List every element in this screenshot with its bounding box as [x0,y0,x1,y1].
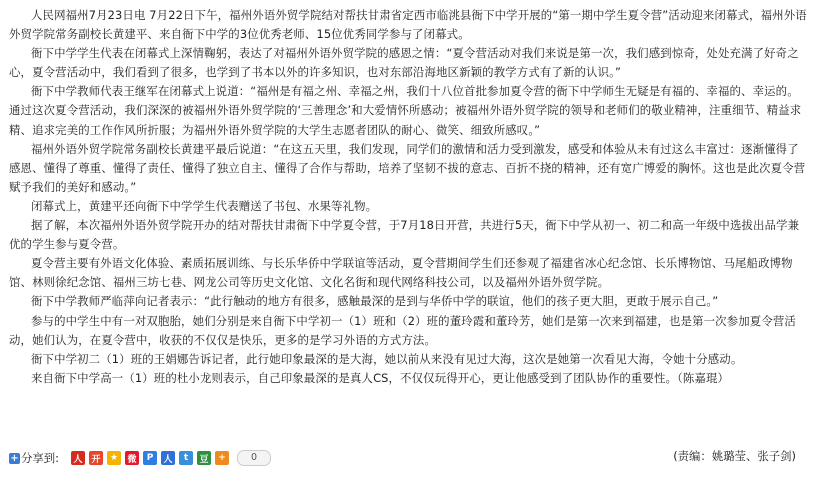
article-paragraph: 衙下中学学生代表在闭幕式上深情鞠躬，表达了对福州外语外贸学院的感恩之情：“夏令营活动对我们来说是第一次，我们感到惊奇，处处充满了好奇之心，夏令营活动中，我们看到了很多，也学到了书本以外的许多知识，也对东部沿海地区新颖的教学方式有了新的认识。” [9,46,799,80]
article-paragraph: 据了解，本次福州外语外贸学院开办的结对帮扶甘肃衙下中学夏令营，于7月18日开营，共进行5天，衙下中学从初一、初二和高一年级中选拔出品学兼优的学生参与夏令营。 [9,218,800,252]
baidu-icon[interactable]: P [143,451,157,465]
renren-icon[interactable]: 人 [71,451,85,465]
kaixin-icon[interactable]: 开 [89,451,103,465]
article-paragraph: 人民网福州7月23日电 7月22日下午，福州外语外贸学院结对帮扶甘肃省定西市临洮县衙下中学开展的“第一期中学生夏令营”活动迎来闭幕式，福州外语外贸学院常务副校长黄建平、来自衙下中学的3位优秀老师、15位优秀同学参与了闭幕式。 [9,8,807,42]
article-paragraph: 来自衙下中学高一（1）班的杜小龙则表示，自己印象最深的是真人CS，不仅仅玩得开心，更让他感受到了团队协作的重要性。（陈嘉琨） [31,370,730,385]
tencent-icon[interactable]: t [179,451,193,465]
article-body [9,6,809,388]
article-paragraph: 福州外语外贸学院常务副校长黄建平最后说道：“在这五天里，我们发现，同学们的激情和活力受到激发，感受和体验从未有过这么丰富过：逐渐懂得了感恩、懂得了尊重、懂得了责任、懂得了独立自主、懂得了合作与帮助，培养了坚韧不拔的意志、百折不挠的精神，还有宽广博爱的胸怀。这也是此次夏令营赋予我们的美好和感动。” [9,141,806,194]
douban-icon[interactable]: 豆 [197,451,211,465]
article-paragraph: 衙下中学初二（1）班的王娟娜告诉记者，此行她印象最深的是大海，她以前从来没有见过大海，这次是她第一次看见大海，令她十分感动。 [31,351,743,366]
person-icon[interactable]: 人 [161,451,175,465]
share-count: 0 [237,450,271,466]
article-paragraph: 衙下中学教师代表王继军在闭幕式上说道：“福州是有福之州、幸福之州，我们十八位首批参加夏令营的衙下中学师生无疑是有福的、幸福的、幸运的。通过这次夏令营活动，我们深深的被福州外语外贸学院的‘三善理念’和大爱情怀所感动；被福州外语外贸学院的领导和老师们的敬业精神，注重细节、精益求精、追求完美的工作作风所折服；为福州外语外贸学院的大学生志愿者团队的耐心、微笑、细致所感叹。” [9,84,802,137]
editor-credit: (责编：姚璐莹、张子剑) [673,449,796,463]
more-icon[interactable]: + [215,451,229,465]
article-paragraph: 夏令营主要有外语文化体验、素质拓展训练、与长乐华侨中学联谊等活动，夏令营期间学生们还参观了福建省冰心纪念馆、长乐博物馆、马尾船政博物馆、林则徐纪念馆、福州三坊七巷、网龙公司等历史文化馆、文化名街和现代网络科技公司，以及福州外语外贸学院。 [9,256,793,290]
share-label: 分享到: [21,451,60,465]
article-paragraph: 参与的中学生中有一对双胞胎，她们分别是来自衙下中学初一（1）班和（2）班的董玲霞和董玲芳，她们是第一次来到福建，也是第一次参加夏令营活动，她们认为，在夏令营中，收获的不仅仅是快乐，更多的是学习外语的方式方法。 [9,313,796,347]
qzone-icon[interactable]: ★ [107,451,121,465]
article-paragraph: 衙下中学教师严临萍向记者表示：“此行触动的地方有很多，感触最深的是到与华侨中学的联谊，他们的孩子更大胆，更敢于展示自己。” [31,294,719,309]
weibo-icon[interactable]: 微 [125,451,139,465]
article-paragraph: 闭幕式上，黄建平还向衙下中学学生代表赠送了书包、水果等礼物。 [31,198,378,213]
share-plus-icon[interactable]: + [10,452,19,464]
